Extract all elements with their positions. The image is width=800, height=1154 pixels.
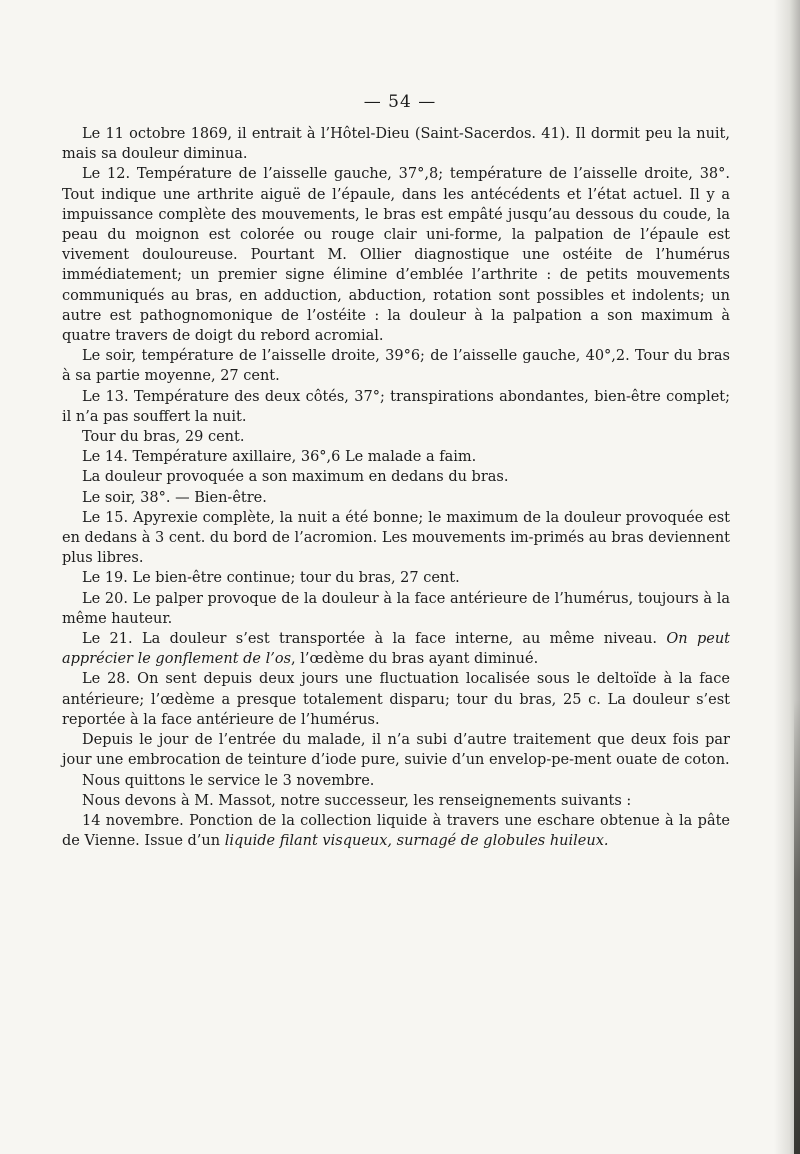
text-segment: Tour du bras, 29 cent. [82, 429, 245, 446]
text-segment: Nous quittons le service le 3 novembre. [82, 772, 375, 789]
paragraph [62, 568, 730, 588]
text-segment: Le 20. Le palper provoque de la douleur à la face antérieure de l’humérus, toujours à la même hauteur. [62, 590, 730, 627]
text-segment: Le 12. Température de l’aisselle gauche, 37°,8; température de l’aisselle droite, 38°. Tout indique une arthrite aiguë de l’épaule, dans les antécédents et l’état actuel. Il y a impuissance complète des mouvements, le bras est empâté jusqu’au dessous du coude, la peau du moignon est colorée ou rouge clair uni-forme, la palpation de l’épaule est vivement douloureuse. Pourtant M. Ollier diagnostique une ostéite de l’humérus immédiatement; un premier signe élimine d’emblée l’arthrite : de petits mouvements communiqués au bras, en adduction, abduction, rotation sont possibles et indolents; un autre est pathognomonique de l’ostéite : la douleur à la palpation a son maximum à quatre travers de doigt du rebord acromial. [62, 166, 730, 345]
paragraph [62, 730, 730, 770]
italic-text: liquide filant visqueux, surnagé de globules huileux. [224, 833, 609, 850]
paragraph [62, 467, 730, 487]
body-text [62, 124, 730, 851]
paragraph [62, 811, 730, 851]
paragraph [62, 427, 730, 447]
page-number: — 54 — [363, 92, 437, 112]
paragraph [62, 669, 730, 730]
paragraph [62, 771, 730, 791]
text-segment: Le 28. On sent depuis deux jours une fluctuation localisée sous le deltoïde à la face antérieure; l’œdème a presque totalement disparu; tour du bras, 25 c. La douleur s’est reportée à la face antérieure de l’humérus. [62, 671, 730, 728]
paragraph [62, 164, 730, 346]
paragraph [62, 387, 730, 427]
page-edge [794, 700, 800, 1154]
paragraph [62, 629, 730, 669]
text-segment: 14 novembre. Ponction de la collection liquide à travers une eschare obtenue à la pâte de Vienne. Issue d’un [62, 812, 730, 850]
text-segment: Le 13. Température des deux côtés, 37°; transpirations abondantes, bien-être complet; il n’a pas souffert la nuit. [62, 388, 730, 425]
paragraph [62, 488, 730, 508]
text-segment: Nous devons à M. Massot, notre successeur, les renseignements suivants : [82, 792, 632, 809]
italic-text: On peut apprécier le gonflement de l’os [62, 631, 730, 668]
paragraph [62, 346, 730, 386]
text-segment: Le 15. Apyrexie complète, la nuit a été bonne; le maximum de la douleur provoquée est en dedans à 3 cent. du bord de l’acromion. Les mouvements im-primés au bras deviennent plus libres. [62, 509, 730, 567]
text-segment: Le 21. La douleur s’est transportée à la face interne, au même niveau. [82, 631, 667, 648]
paragraph [62, 508, 730, 569]
text-segment: Le soir, 38°. — Bien-être. [82, 489, 267, 506]
paragraph [62, 589, 730, 629]
text-segment: Le 14. Température axillaire, 36°,6 Le malade a faim. [82, 449, 477, 466]
paragraph [62, 791, 730, 811]
text-segment: Le soir, température de l’aisselle droite, 39°6; de l’aisselle gauche, 40°,2. Tour du bras à sa partie moyenne, 27 cent. [62, 348, 730, 385]
text-segment: , l’œdème du bras ayant diminué. [291, 651, 539, 668]
text-segment: Depuis le jour de l’entrée du malade, il n’a subi d’autre traitement que deux fois par jour une embrocation de teinture d’iode pure, suivie d’un envelop-pe-ment ouate de coton. [62, 732, 730, 769]
text-segment: Le 11 octobre 1869, il entrait à l’Hôtel-Dieu (Saint-Sacerdos. 41). Il dormit peu la nuit, mais sa douleur diminua. [62, 126, 730, 163]
text-segment: Le 19. Le bien-être continue; tour du bras, 27 cent. [82, 570, 460, 587]
paragraph [62, 124, 730, 164]
paragraph [62, 447, 730, 467]
text-segment: La douleur provoquée a son maximum en dedans du bras. [82, 469, 509, 486]
